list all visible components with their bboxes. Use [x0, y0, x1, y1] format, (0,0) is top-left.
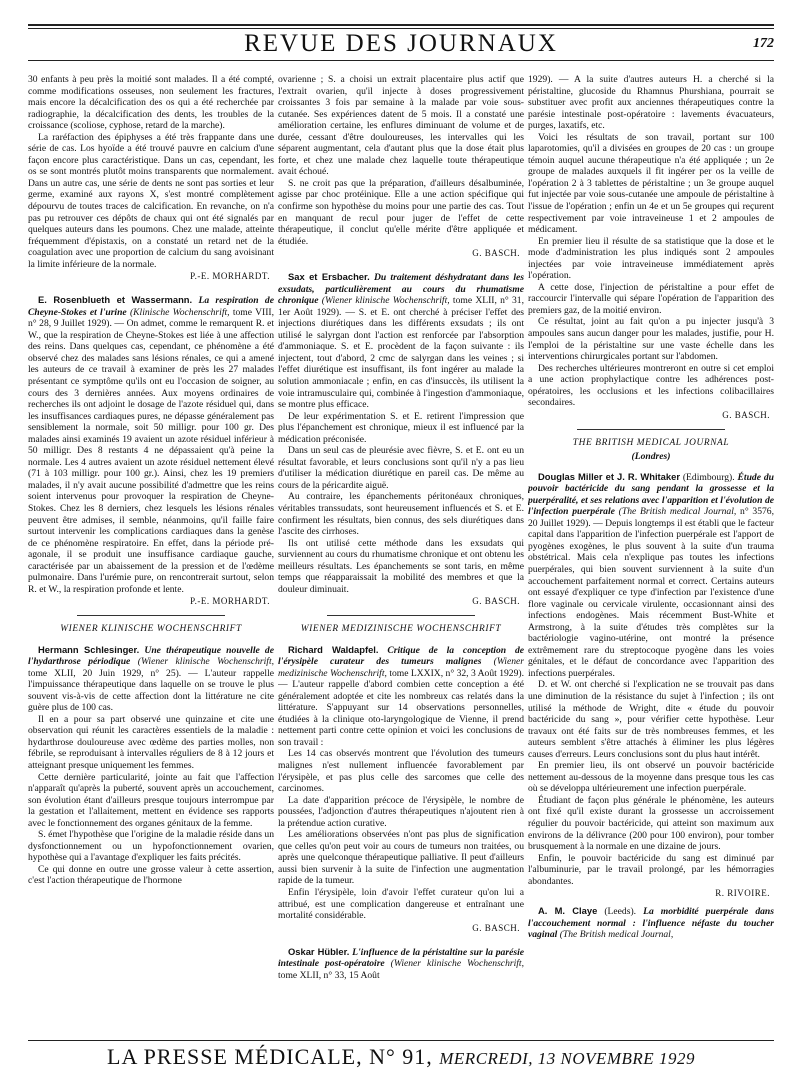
section-divider	[577, 429, 725, 430]
article-reference-details: tome LXXIX, n° 32, 3 Août 1929). —	[278, 667, 524, 691]
article-author: Sax et Ersbacher.	[288, 271, 370, 283]
article-author: A. M. Claye	[538, 905, 598, 917]
paragraph: S. émet l'hypothèse que l'origine de la maladie réside dans un dysfonctionnement ou un hypofonctionnement ovarien, hypothèse qui a l'avantage d'expliquer les faits précités.	[28, 829, 274, 864]
article-title: L'influence de la péristaltine sur la parésie intestinale post-opératoire	[278, 946, 524, 970]
column-3	[528, 74, 774, 1036]
article-author: Hermann Schlesinger.	[38, 643, 140, 655]
signature: G. BASCH.	[472, 248, 520, 259]
article-claye	[528, 905, 774, 941]
paragraph: 30 enfants à peu près la moitié sont malades. Il a été compté, comme modifications osseuses, non seulement les fractures, mais encore la décalcification des os qui a été recherchée par radiographie, la décalcification des dents, les troubles de la croissance (scoliose, cyphose, retard de la marche).	[28, 74, 274, 132]
article-sax-ersbacher	[278, 271, 524, 411]
paragraph: Enfin l'érysipèle, loin d'avoir l'effet curateur qu'on lui a attribué, est une complication dangereuse et entraînant une mortalité considérable.	[278, 887, 524, 922]
article-reference-details: tome XLII, n° 33, 15 Août	[278, 969, 380, 981]
header-rule-thin	[28, 28, 774, 29]
paragraph: La date d'apparition précoce de l'érysipèle, le nombre de poussées, l'adjonction d'autres thérapeutiques n'ajoutent rien à la prétendue action curative.	[278, 794, 524, 829]
article-body: S. et E. ont cherché à préciser l'effet des injections diurétiques dans les différents exsudats ; ils ont utilisé le salyrgan dont l'action est renforcée par l'absorption d'ammoniaque. S. et E. procèdent de la façon suivante : ils injectent, tout d'abord, 2 cmc de salyrgan dans les veines ; si l'effet diurétique est insuffisant, ils font ingérer au malade la solution ammoniacale ; enfin, en cas d'insuccès, ils utilisent la voie intramusculaire qui, combinée à l'ingestion d'ammoniaque, se montre plus efficace.	[278, 306, 524, 411]
paragraph: Ce résultat, joint au fait qu'on a pu injecter jusqu'à 3 ampoules sans aucun danger pour les malades, justifie, pour H. l'emploi de la péristaltine sur une vaste échelle dans les interventions chirurgicales portant sur l'abdomen.	[528, 316, 774, 363]
article-reference: (The British medical Journal,	[618, 506, 737, 518]
article-reference-details: n° 3576, 20 Juillet 1929). —	[528, 506, 774, 529]
article-reference: (Wiener klinische Wochenschrift,	[137, 656, 274, 668]
journal-heading: THE BRITISH MEDICAL JOURNAL	[572, 437, 730, 448]
paragraph: En premier lieu, ils ont observé un pouvoir bactéricide nettement au-dessous de la moyenne dans presque tous les cas où se développa ultérieurement une infection puerpérale.	[528, 760, 774, 795]
journal-heading: WIENER KLINISCHE WOCHENSCHRIFT	[60, 624, 242, 635]
paragraph: Voici les résultats de son travail, portant sur 100 laparotomies, qu'il a divisées en groupes de 20 cas : un groupe témoin auquel aucune thérapeutique n'a été appliquée ; un 2e groupe de malades auxquels il fit ingérer per os la veille de l'opération 2 à 3 tablettes de péristaltine ; un 3e groupe auquel fut injectée par voie sous-cutanée une ampoule de péristaltine à l'issue de l'opération ; enfin un 4e et un 5e groupes qui reçurent respectivement par voie intraveineuse 1 et 2 ampoules de médicament.	[528, 131, 774, 236]
signature: G. BASCH.	[472, 596, 520, 607]
paragraph: Ils ont utilisé cette méthode dans les exsudats qui surviennent au cours du rhumatisme chronique et ont obtenu les meilleurs résultats. Les épanchements se sont taris, en même temps que réapparaissait la mobilité des membres et que la douleur diminuait.	[278, 537, 524, 595]
article-reference-details: tome XLII, n° 31, 1er Août 1929). —	[278, 295, 524, 318]
footer-rule	[28, 1040, 774, 1041]
page-footer	[28, 1040, 774, 1070]
section-divider	[327, 615, 475, 616]
article-miller-whitaker	[528, 471, 774, 680]
journal-heading: WIENER MEDIZINISCHE WOCHENSCHRIFT	[300, 624, 502, 635]
article-author-place: (Leeds).	[604, 906, 637, 918]
signature: P.-E. MORHARDT.	[190, 596, 270, 607]
paragraph: Étudiant de façon plus générale le phénomène, les auteurs ont fixé qu'il existe durant la grossesse un accroissement régulier du pouvoir bactéricide, qui atteint son maximum aux environs de la délivrance (200 pour 100 environ), pour tomber brusquement à la normale en une dizaine de jours.	[528, 794, 774, 853]
article-author-place: (Edimbourg).	[682, 471, 735, 483]
paragraph: La raréfaction des épiphyses a été très frappante dans une série de cas. Los hyoïde a été trouvé pauvre en calcium d'une façon encore plus caractéristique. Dans un cas, cependant, les os se sont montrés plutôt moins transparents que normalement. Dans un autre cas, une série de dents ne sont pas sorties et leur germe, examiné aux rayons X, s'est montré complètement dépourvu de toutes traces de calcification. En revanche, on n'a pas pu retrouver ces dépôts de chaux qui ont été signalés par quelques auteurs dans les poumons. Chez une malade, atteinte fréquemment d'épistaxis, on a constaté un retard net de la coagulation avec une proportion de calcium du sang avoisinant la limite inférieure de la normale.	[28, 131, 274, 270]
header-rule	[28, 24, 774, 26]
signature: P.-E. MORHARDT.	[190, 271, 270, 282]
article-author: E. Rosenblueth et Wassermann.	[38, 294, 193, 306]
paragraph: ovarienne ; S. a choisi un extrait placentaire plus actif que l'extrait ovarien, qu'il injecte à doses progressivement croissantes 3 fois par semaine à la malade par voie sous-cutanée. Ses expériences datent de 5 mois. Il a constaté une amélioration certaine, les enflures diminuant de volume et de durée, cessant d'être douloureuses, les intervalles qui les séparent augmentant, cela d'autant plus que la dose était plus forte, et chez une malade chez laquelle toute thérapeutique avait échoué.	[278, 74, 524, 178]
paragraph: D. et W. ont cherché si l'explication ne se trouvait pas dans une diminution de la résistance du sujet à l'infection ; ils ont utilisé la méthode de Wright, dite « étude du pouvoir bactéricide du sang », pour vérifier cette hypothèse. Leur travaux ont été faits sur de très nombreuses femmes, et les auteurs semblent s'être attachés à éliminer les plus légères causes d'erreurs. Leurs conclusions sont du plus haut intérêt.	[528, 679, 774, 760]
paragraph: Enfin, le pouvoir bactéricide du sang est diminué par l'albuminurie, par le travail prolongé, par les hémorragies abondantes.	[528, 852, 774, 887]
article-author: Richard Waldapfel.	[288, 643, 379, 655]
footer-line	[28, 1044, 774, 1070]
footer-date: MERCREDI, 13 NOVEMBRE 1929	[439, 1049, 695, 1068]
article-body: L'auteur rappelle d'abord combien cette conception a été généralement adoptée et cite les nombreux cas relatés dans la littérature. S'appuyant sur 14 observations personnelles, étudiées à la clinique oto-laryngologique de Vienne, il prend nettement parti contre cette opinion et voici les conclusions de son travail :	[278, 679, 524, 748]
article-reference: (The British medical Journal,	[559, 929, 674, 941]
text-columns	[28, 74, 774, 1036]
paragraph: S. ne croit pas que la préparation, d'ailleurs désalbuminée, agisse par choc protéinique. Elle a une action spécifique qui confirme son hypothèse du moins pour une partie des cas. Tout en manquant de recul pour juger de l'effet de cette thérapeutique, il conclut qu'elle mérite d'être appliquée et étudiée.	[278, 177, 524, 247]
article-rosenblueth	[28, 294, 274, 595]
paragraph: 1929). — A la suite d'autres auteurs H. a cherché si la péristaltine, glucoside du Rhamnus Phurshiana, pourrait se substituer avec profit aux anciennes thérapeutiques contre la parésie intestinale post-opératoire : lavements évacuateurs, purges, laxatifs, etc.	[528, 74, 774, 132]
article-reference: (Klinische Wochenschrift,	[129, 306, 230, 318]
footer-journal-name: LA PRESSE MÉDICALE, N° 91,	[107, 1044, 433, 1069]
article-body: Depuis longtemps il est établi que le facteur capital dans l'apparition de l'infection puerpérale est l'apport de pyogènes exogènes, le plus souvent à la suite d'un trauma obstétrical. Mais cela n'explique pas toutes les infections puerpérales, qui bien souvent surviennent à la suite d'un accouchement parfaitement normal et correct. Certains auteurs ont essayé d'expliquer ce type d'infection par l'existence d'une flore vaginale ou cervicale virulente, occasionnant ainsi des infections endogènes. Mais récemment Bust-White et Armstrong, à la suite d'études très complètes sur la bactériologie vagino-utérine, ont montré la présence extrêmement rare du streptocoque pyogène dans les voies génitales, et le défaut de concordance avec l'apparition des infections puerpérales.	[528, 517, 774, 679]
article-waldapfel	[278, 644, 524, 749]
article-title: La respiration de Cheyne-Stokes et l'urine	[28, 295, 274, 318]
article-hubler	[278, 946, 524, 982]
paragraph: De leur expérimentation S. et E. retirent l'impression que plus l'épanchement est chronique, mieux il est influencé par la médication préconisée.	[278, 410, 524, 445]
column-1	[28, 74, 274, 1036]
section-title: REVUE DES JOURNAUX	[244, 30, 558, 57]
article-body: On admet, comme le remarquent R. et W., que la respiration de Cheyne-Stokes est liée à une affection des reins. Dans quelques cas, cependant, ce phénomène a été observé chez des malades sans lésions rénales, ce qui a amené les auteurs de ce travail à examiner de près les 27 malades présentant ce symptôme qu'ils ont eu l'occasion de soigner, au cours des 3 dernières années. Aux moyens ordinaires de recherches ils ont adjoint le dosage de l'azote résiduel qui, dans les insuffisances cardiaques pures, ne dépasse généralement pas sensiblement la normale, soit 50 milligr. pour 100 gr. Des malades ainsi examinés 19 avaient un azote résiduel inférieur à 50 milligr. Des 8 restants 4 ne dépassaient qu'à peine la normale. Les 4 autres avaient un azote résiduel nettement élevé (71 à 103 milligr. pour 100 gr.). Ainsi, chez les 19 premiers malades, il n'y avait aucune possibilité d'admettre que les reins soient intervenus pour provoquer la respiration de Cheyne-Stokes. Chez les 8 derniers, chez lesquels les lésions rénales peuvent être admises, il semble, néanmoins, qu'il faille faire surtout intervenir les complications cardiaques dans la genèse de ce phénomène respiratoire. En effet, dans la période pré-agonale, il se produit une insuffisance cardiaque gauche, caractérisée par un abaissement de la pression et de l'œdème pulmonaire. Dans l'urémie pure, on rencontrerait surtout, selon R. et W., la respiration profonde et lente.	[28, 318, 274, 595]
paragraph: Ce qui donne en outre une grosse valeur à cette assertion, c'est l'action thérapeutique de l'hormone	[28, 863, 274, 887]
paragraph: A cette dose, l'injection de péristaltine a pour effet de raccourcir l'intervalle qui sépare l'opération de l'apparition des premiers gaz, de la moitié environ.	[528, 281, 774, 316]
article-reference: (Wiener klinische Wochenschrift,	[390, 958, 524, 970]
article-author: Douglas Miller et J. R. Whitaker	[538, 470, 680, 482]
paragraph: Il en a pour sa part observé une quinzaine et cite une observation qui réunit les caractères essentiels de la maladie : hydarthrose douloureuse avec œdème des parties molles, non fébrile, se reproduisant à intervalles réguliers de 8 à 12 jours et atteignant presque uniquement les femmes.	[28, 713, 274, 771]
article-schlesinger	[28, 644, 274, 714]
article-reference-details: tome XLII, 20 Juin 1929, n° 25). —	[28, 667, 198, 679]
article-title: La morbidité puerpérale dans l'accouchement normal : l'influence néfaste du toucher vaginal	[528, 906, 774, 941]
signature: G. BASCH.	[722, 409, 770, 420]
column-2	[278, 74, 524, 1036]
paragraph: Dans un seul cas de pleurésie avec fièvre, S. et E. ont eu un résultat favorable, et leurs conclusions sont qu'il n'y a pas lieu d'utiliser la médication diurétique en pareil cas. De même au cours de la péricardite aiguë.	[278, 445, 524, 491]
article-body: L'auteur rappelle l'impuissance thérapeutique dans laquelle on se trouve le plus souvent vis-à-vis de cette affection dont la littérature ne cite guère plus de 100 cas.	[28, 667, 274, 714]
paragraph: Cette dernière particularité, jointe au fait que l'affection n'apparaît qu'après la puberté, souvent après un accouchement, son évolution étant d'ailleurs presque toujours interrompue par la gestation et l'allaitement, mettent en évidence ses rapports avec le fonctionnement des organes génitaux de la femme.	[28, 771, 274, 829]
paragraph: Les 14 cas observés montrent que l'évolution des tumeurs malignes n'est nullement influencée favorablement par l'érysipèle, et pas plus celle des sarcomes que celle des carcinomes.	[278, 748, 524, 795]
signature: G. BASCH.	[472, 922, 520, 933]
article-title: Une thérapeutique nouvelle de l'hydarthrose périodique	[28, 644, 274, 668]
article-reference: (Wiener klinische Wochenschrift,	[321, 295, 450, 307]
paragraph: En premier lieu il résulte de sa statistique que la dose et le mode d'administration les plus indiqués sont 2 ampoules injectées par voie intraveineuse immédiatement après l'opération.	[528, 235, 774, 282]
paragraph: Les améliorations observées n'ont pas plus de signification que celles qu'on peut voir au cours de tumeurs non traitées, ou après une quelconque thérapeutique palliative. Il peut d'ailleurs aussi bien survenir à la suite de l'infection une augmentation rapide de la tumeur.	[278, 829, 524, 887]
page-number: 172	[753, 36, 774, 51]
article-title: Du traitement déshydratant dans les exsudats, particulièrement au cours du rhumatisme chronique	[278, 272, 524, 307]
paragraph: Des recherches ultérieures montreront en outre si cet emploi a une action prophylactique contre les adhérences post-opératoires, les occlusions et les infections colibacillaires secondaires.	[528, 362, 774, 409]
article-title: Critique de la conception de l'érysipèle curateur des tumeurs malignes	[278, 644, 524, 668]
journal-city: (Londres)	[631, 451, 671, 463]
section-divider	[77, 615, 225, 616]
page-header	[28, 6, 774, 62]
article-reference: (Wiener medizinische Wochenschrift,	[278, 656, 524, 679]
article-author: Oskar Hübler.	[288, 945, 350, 957]
paragraph: Au contraire, les épanchements péritonéaux chroniques, véritables transsudats, sont heureusement influencés et S. et E. confirment les résultats, bien connus, des sels diurétiques dans l'ascite des cirrhoses.	[278, 491, 524, 538]
signature: R. RIVOIRE.	[715, 888, 770, 899]
header-bottom-rule	[28, 60, 774, 61]
article-reference-details: tome VIII, n° 28, 9 Juillet 1929). —	[28, 306, 274, 330]
article-title: Étude du pouvoir bactéricide du sang pendant la grossesse et la puerpéralité, et ses relations avec l'apparition et l'évolution de l'infection puerpérale	[528, 471, 774, 518]
